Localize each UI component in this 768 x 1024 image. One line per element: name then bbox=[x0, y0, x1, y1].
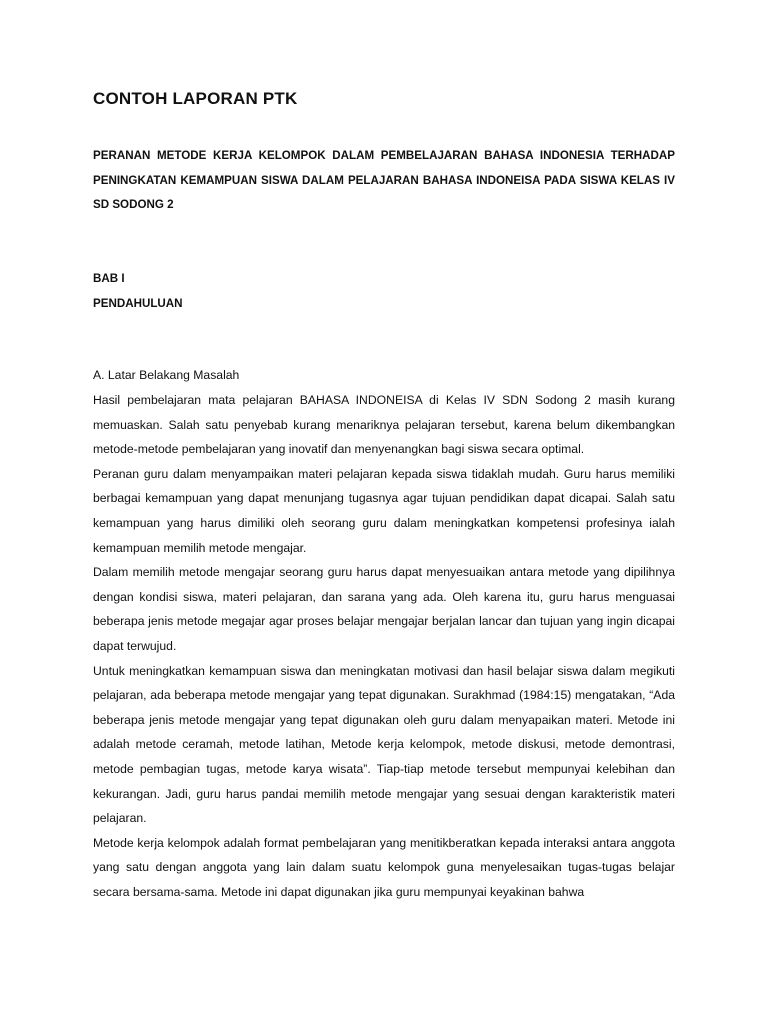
body-text bbox=[93, 388, 675, 904]
paragraph: Dalam memilih metode mengajar seorang guru harus dapat menyesuaikan antara metode yang dipilihnya dengan kondisi siswa, materi pelajaran, dan sarana yang ada. Oleh karena itu, guru harus menguasai beberapa jenis metode megajar agar proses belajar mengajar berjalan lancar dan tujuan yang ingin dicapai dapat terwujud. bbox=[93, 565, 675, 653]
paragraph: Untuk meningkatkan kemampuan siswa dan meningkatan motivasi dan hasil belajar siswa dalam megikuti pelajaran, ada beberapa metode mengajar yang tepat digunakan. Surakhmad (1984:15) mengatakan, “Ada beberapa jenis metode mengajar yang tepat digunakan oleh guru dalam menyapaikan materi. Metode ini adalah metode ceramah, metode latihan, Metode kerja kelompok, metode diskusi, metode demontrasi, metode pembagian tugas, metode karya wisata”. Tiap-tiap metode tersebut mempunyai kelebihan dan kekurangan. Jadi, guru harus pandai memilih metode mengajar yang sesuai dengan karakteristik materi pelajaran. bbox=[93, 663, 675, 826]
chapter-number: BAB I bbox=[93, 272, 125, 285]
research-title: PERANAN METODE KERJA KELOMPOK DALAM PEMBELAJARAN BAHASA INDONESIA TERHADAP PENINGKATAN KEMAMPUAN SISWA DALAM PELAJARAN BAHASA INDONEISA PADA SISWA KELAS IV SD SODONG 2 bbox=[93, 149, 675, 211]
document-title: CONTOH LAPORAN PTK bbox=[93, 89, 298, 108]
paragraph: Hasil pembelajaran mata pelajaran BAHASA INDONEISA di Kelas IV SDN Sodong 2 masih kurang memuaskan. Salah satu penyebab kurang menariknya pelajaran tersebut, karena belum dikembangkan metode-metode pembelajaran yang inovatif dan menyenangkan bagi siswa secara optimal. bbox=[93, 393, 675, 457]
section-heading: A. Latar Belakang Masalah bbox=[93, 368, 240, 382]
chapter-name: PENDAHULUAN bbox=[93, 297, 183, 310]
paragraph: Peranan guru dalam menyampaikan materi pelajaran kepada siswa tidaklah mudah. Guru harus memiliki berbagai kemampuan yang dapat menunjang tugasnya agar tujuan pendidikan dapat dicapai. Salah satu kemampuan yang harus dimiliki oleh seorang guru dalam meningkatkan kompetensi profesinya ialah kemampuan memilih metode mengajar. bbox=[93, 466, 675, 555]
paragraph: Metode kerja kelompok adalah format pembelajaran yang menitikberatkan kepada interaksi antara anggota yang satu dengan anggota yang lain dalam suatu kelompok guna menyelesaikan tugas-tugas belajar secara bersama-sama. Metode ini dapat digunakan jika guru mempunyai keyakinan bahwa bbox=[93, 835, 675, 899]
